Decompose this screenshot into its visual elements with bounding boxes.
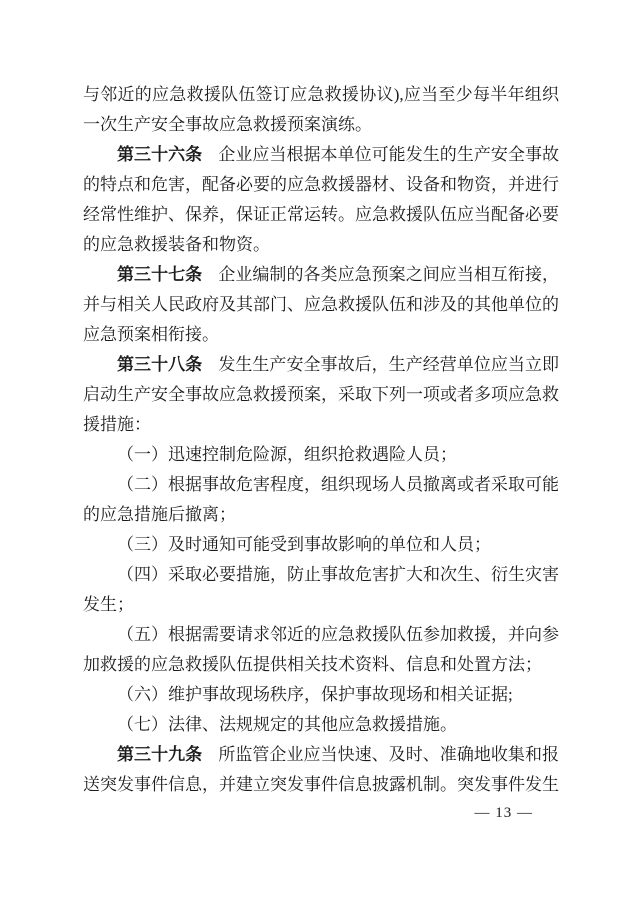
paragraph-text: （二）根据事故危害程度，组织现场人员撤离或者采取可能的应急措施后撤离； [83, 475, 559, 524]
document-content [83, 80, 559, 800]
list-item-paragraph [83, 440, 559, 470]
article-paragraph [83, 260, 559, 350]
article-paragraph [83, 140, 559, 260]
article-paragraph [83, 740, 559, 800]
paragraph-text: 所监管企业应当快速、及时、准确地收集和报送突发事件信息，并建立突发事件信息披露机制。突发事件发生 [83, 745, 560, 794]
article-number: 第三十七条 [117, 265, 203, 284]
continuation-paragraph [83, 80, 559, 140]
article-number: 第三十八条 [117, 355, 203, 374]
list-item-paragraph [83, 530, 559, 560]
paragraph-text: （一）迅速控制危险源，组织抢救遇险人员； [117, 445, 457, 464]
paragraph-text: （七）法律、法规规定的其他应急救援措施。 [117, 715, 457, 734]
paragraph-text: （四）采取必要措施，防止事故危害扩大和次生、衍生灾害发生； [83, 565, 559, 614]
paragraph-text: 企业应当根据本单位可能发生的生产安全事故的特点和危害，配备必要的应急救援器材、设备和物资，并进行经常性维护、保养，保证正常运转。应急救援队伍应当配备必要的应急救援装备和物资。 [83, 145, 560, 254]
paragraph-text: （六）维护事故现场秩序，保护事故现场和相关证据; [117, 685, 513, 704]
list-item-paragraph [83, 710, 559, 740]
article-number: 第三十九条 [117, 745, 203, 764]
paragraph-text: 与邻近的应急救援队伍签订应急救援协议),应当至少每半年组织一次生产安全事故应急救援预案演练。 [83, 85, 559, 134]
list-item-paragraph [83, 620, 559, 680]
paragraph-text: （五）根据需要请求邻近的应急救援队伍参加救援，并向参加救援的应急救援队伍提供相关技术资料、信息和处置方法； [83, 625, 559, 674]
paragraph-text: 发生生产安全事故后，生产经营单位应当立即启动生产安全事故应急救援预案，采取下列一项或者多项应急救援措施： [83, 355, 560, 434]
paragraph-text: （三）及时通知可能受到事故影响的单位和人员； [117, 535, 491, 554]
page-number: — 13 — [474, 805, 533, 821]
article-paragraph [83, 350, 559, 440]
list-item-paragraph [83, 560, 559, 620]
paragraph-text: 企业编制的各类应急预案之间应当相互衔接，并与相关人民政府及其部门、应急救援队伍和涉及的其他单位的应急预案相衔接。 [83, 265, 560, 344]
article-number: 第三十六条 [117, 145, 203, 164]
list-item-paragraph [83, 680, 559, 710]
list-item-paragraph [83, 470, 559, 530]
